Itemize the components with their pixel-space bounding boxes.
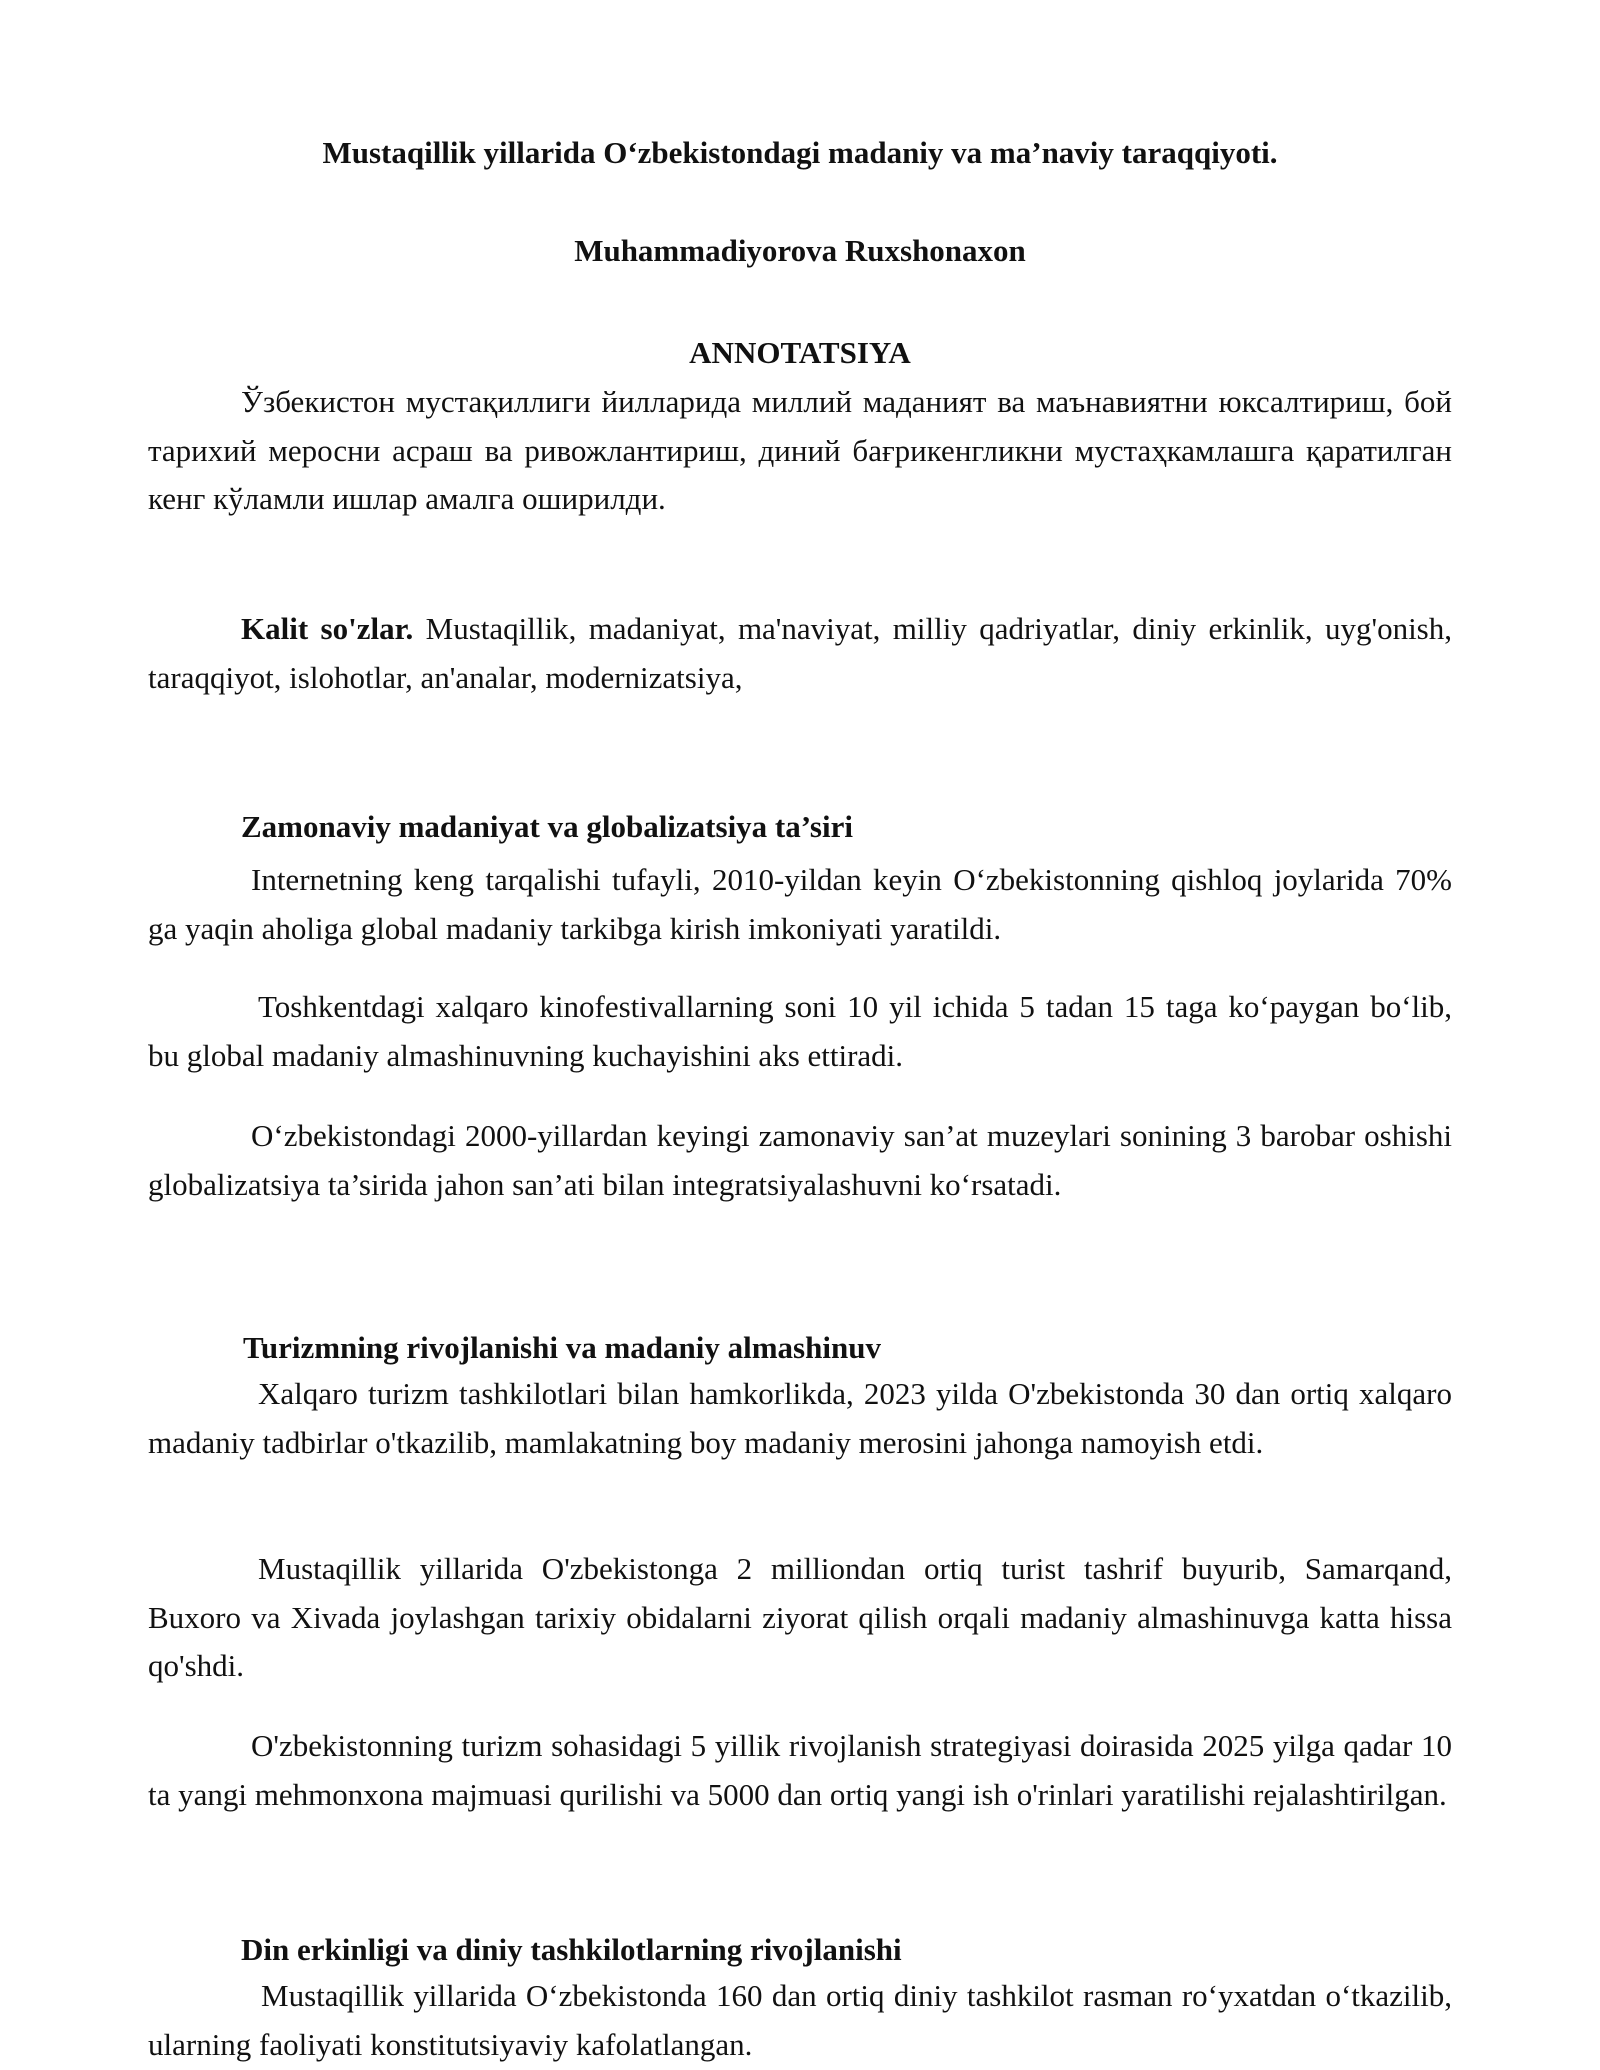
keywords-label: Kalit so'zlar. bbox=[241, 611, 414, 646]
section-paragraph: Mustaqillik yillarida O‘zbekistonda 160 dan ortiq diniy tashkilot rasman ro‘yxatdan o‘tkazilib, ularning faoliyati konstitutsiyaviy kafolatlangan. bbox=[148, 1978, 1452, 2062]
section-paragraph: Xalqaro turizm tashkilotlari bilan hamkorlikda, 2023 yilda O'zbekistonda 30 dan ortiq xalqaro madaniy tadbirlar o'tkazilib, mamlakatning boy madaniy merosini jahonga namoyish etdi. bbox=[148, 1376, 1452, 1460]
section-paragraph: Internetning keng tarqalishi tufayli, 2010-yildan keyin O‘zbekistonning qishloq joylarida 70% ga yaqin aholiga global madaniy tarkibga kirish imkoniyati yaratildi. bbox=[148, 862, 1452, 946]
section-paragraph: O‘zbekistondagi 2000-yillardan keyingi zamonaviy san’at muzeylari sonining 3 barobar oshishi globalizatsiya ta’sirida jahon san’ati bilan integratsiyalashuvni ko‘rsatadi. bbox=[148, 1118, 1452, 1202]
annotation-heading: ANNOTATSIYA bbox=[689, 335, 911, 370]
document-title: Mustaqillik yillarida O‘zbekistondagi madaniy va ma’naviy taraqqiyoti. bbox=[322, 135, 1278, 170]
section-paragraph: Mustaqillik yillarida O'zbekistonga 2 milliondan ortiq turist tashrif buyurib, Samarqand, Buxoro va Xivada joylashgan tarixiy obidalarni ziyorat qilish orqali madaniy almashinuvga katta hissa qo'shdi. bbox=[148, 1551, 1452, 1683]
section-heading: Zamonaviy madaniyat va globalizatsiya ta’siri bbox=[241, 809, 853, 844]
keywords-paragraph bbox=[148, 605, 1452, 702]
author-name: Muhammadiyorova Ruxshonaxon bbox=[574, 233, 1026, 268]
keywords-text: Mustaqillik, madaniyat, ma'naviyat, milliy qadriyatlar, diniy erkinlik, uyg'onish, taraqqiyot, islohotlar, an'analar, modernizatsiya, bbox=[148, 611, 1453, 695]
section-paragraph: Toshkentdagi xalqaro kinofestivallarning soni 10 yil ichida 5 tadan 15 taga ko‘paygan bo‘lib, bu global madaniy almashinuvning kuchayishini aks ettiradi. bbox=[148, 989, 1452, 1073]
annotation-paragraph: Ўзбекистон мустақиллиги йилларида миллий маданият ва маънавиятни юксалтириш, бой тарихий меросни асраш ва ривожлантириш, диний бағрикенгликни мустаҳкамлашга қаратилган кенг кўламли ишлар амалга оширилди. bbox=[148, 384, 1452, 516]
section-paragraph: O'zbekistonning turizm sohasidagi 5 yillik rivojlanish strategiyasi doirasida 2025 yilga qadar 10 ta yangi mehmonxona majmuasi qurilishi va 5000 dan ortiq yangi ish o'rinlari yaratilishi rejalashtirilgan. bbox=[148, 1728, 1452, 1812]
section-heading: Turizmning rivojlanishi va madaniy almashinuv bbox=[243, 1330, 881, 1365]
section-heading: Din erkinligi va diniy tashkilotlarning rivojlanishi bbox=[241, 1932, 902, 1967]
